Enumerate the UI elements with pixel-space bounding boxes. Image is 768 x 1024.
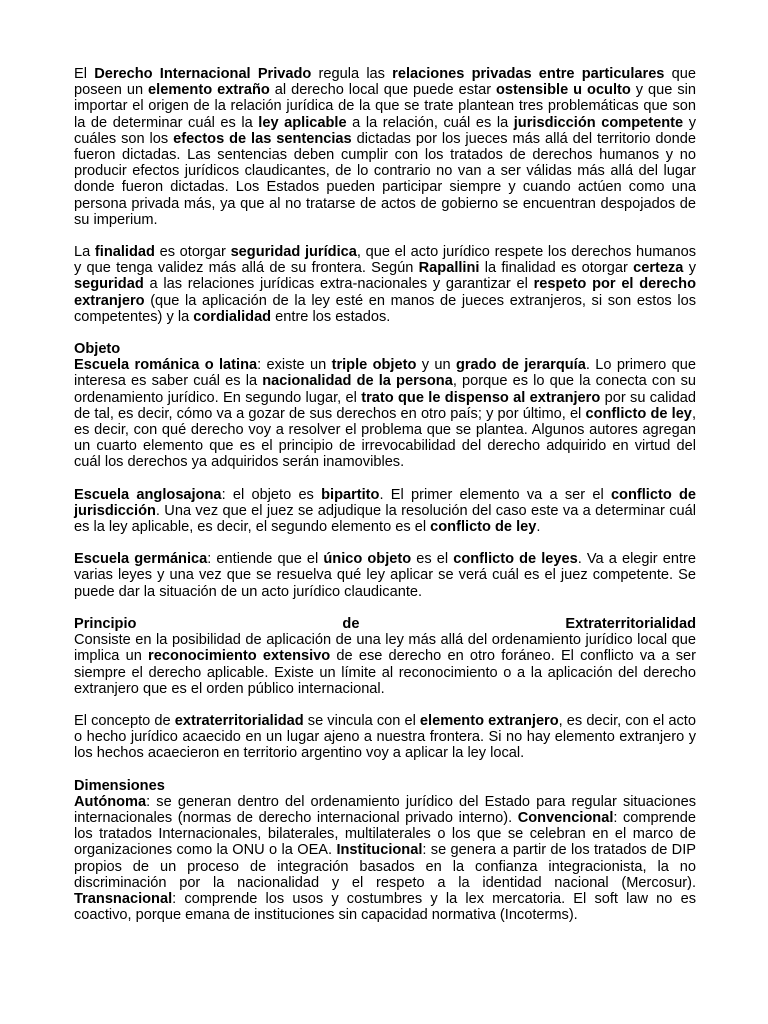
paragraph-dimensiones: Autónoma: se generan dentro del ordenamiento jurídico del Estado para regular situaciones internacionales (normas de derecho internacional privado interno). Convencional: comprende los tratados Internacionales, bilaterales, multilaterales o los que se celebran en el marco de organizaciones como la ONU o la OEA. Institucional: se genera a partir de los tratados de DIP propios de un proceso de integración basados en la confianza integracionista, la no discriminación por la nacionalidad y el respeto a la identidad nacional (Mercosur). Transnacional: comprende los usos y costumbres y la lex mercatoria. El soft law no es coactivo, porque emana de instituciones sin capacidad normativa (Incoterms). xyxy=(74,793,696,924)
heading-word: de xyxy=(342,615,360,632)
bold-term: Transnacional xyxy=(74,890,173,907)
bold-term: trato que le dispenso al extranjero xyxy=(361,389,601,406)
bold-term: Institucional xyxy=(336,842,423,859)
bold-term: Derecho Internacional Privado xyxy=(94,66,312,82)
heading-word: Extraterritorialidad xyxy=(565,615,696,632)
bold-term: elemento extraño xyxy=(148,82,270,99)
bold-term: cordialidad xyxy=(193,308,272,325)
bold-term: seguridad xyxy=(74,276,144,293)
bold-term: finalidad xyxy=(94,244,155,261)
bold-term: extraterritorialidad xyxy=(174,712,304,729)
bold-term: conflicto de leyes xyxy=(453,551,578,568)
bold-term: ostensible u oculto xyxy=(496,82,631,99)
bold-term: elemento extranjero xyxy=(419,712,559,729)
bold-term: jurisdicción competente xyxy=(513,114,684,131)
heading-principio-extraterritorialidad xyxy=(74,616,696,632)
paragraph-escuela-germanica: Escuela germánica: entiende que el único objeto es el conflicto de leyes. Va a elegir entre varias leyes y una vez que se resuelva qué ley aplicar se verá cuál es el juez competente. Se puede dar la situación de un acto jurídico claudicante. xyxy=(74,551,696,600)
bold-term: único objeto xyxy=(323,551,412,568)
bold-term: bipartito xyxy=(321,486,380,503)
bold-term: conflicto de jurisdicción xyxy=(74,486,697,519)
bold-term: conflicto de ley xyxy=(430,519,537,536)
bold-term: ley aplicable xyxy=(258,114,347,131)
heading-word: Principio xyxy=(74,615,137,632)
bold-term: certeza xyxy=(633,260,684,277)
paragraph-escuela-anglosajona: Escuela anglosajona: el objeto es bipartito. El primer elemento va a ser el conflicto de jurisdicción. Una vez que el juez se adjudique la resolución del caso este va a determinar cuál es la ley aplicable, es decir, el segundo elemento es el conflicto de ley. xyxy=(74,486,697,536)
bold-term: reconocimiento extensivo xyxy=(148,648,331,665)
paragraph-extraterritorialidad-concepto: El concepto de extraterritorialidad se vincula con el elemento extranjero, es decir, con el acto o hecho jurídico acaecido en un lugar ajeno a nuestra frontera. Si no hay elemento extranjero y los hechos acaecieron en territorio argentino voy a aplicar la ley local. xyxy=(74,712,696,762)
bold-term: efectos de las sentencias xyxy=(173,130,352,147)
bold-term: seguridad jurídica xyxy=(230,244,357,261)
bold-term: Escuela anglosajona xyxy=(74,486,222,503)
bold-term: conflicto de ley xyxy=(585,405,692,422)
bold-term: Escuela románica o latina xyxy=(74,357,258,374)
heading-objeto: Objeto xyxy=(74,341,121,358)
bold-term: relaciones privadas entre particulares xyxy=(392,66,665,82)
bold-term: Escuela germánica xyxy=(74,551,208,568)
bold-term: Convencional xyxy=(517,809,614,826)
bold-term: triple objeto xyxy=(331,357,417,374)
bold-term: grado de jerarquía xyxy=(455,357,586,374)
paragraph-escuela-romanica: Escuela románica o latina: existe un triple objeto y un grado de jerarquía. Lo primero que interesa es saber cuál es la nacionalidad de la persona, porque es lo que la conecta con su ordenamiento jurídico. En segundo lugar, el trato que le dispenso al extranjero por su calidad de tal, es decir, cómo va a gozar de sus derechos en otro país; y por último, el conflicto de ley, es decir, con qué derecho voy a resolver el problema que se plantea. Algunos autores agregan un cuarto elemento que es el principio de irrevocabilidad del derecho adquirido en virtud del cuál los derechos ya adquiridos serán inamovibles. xyxy=(74,357,697,471)
paragraph-definition: El Derecho Internacional Privado regula las relaciones privadas entre particulares que poseen un elemento extraño al derecho local que puede estar ostensible u oculto y que sin importar el origen de la relación jurídica de la que se trate plantean tres problemáticas que son la de determinar cuál es la ley aplicable a la relación, cuál es la jurisdicción competente y cuáles son los efectos de las sentencias dictadas por los jueces más allá del territorio donde fueron dictadas. Las sentencias deben cumplir con los tratados de derechos humanos y no producir efectos jurídicos claudicantes, de lo contrario no van a ser válidas más allá del lugar donde fueron dictadas. Los Estados pueden participar siempre y cuando actúen como una persona privada más, ya que al no tratarse de actos de gobierno se encuentran despojados de su imperium. xyxy=(74,66,696,228)
bold-term: respeto por el derecho extranjero xyxy=(74,276,696,309)
bold-term: nacionalidad de la persona xyxy=(262,373,453,390)
paragraph-finalidad: La finalidad es otorgar seguridad jurídica, que el acto jurídico respete los derechos humanos y que tenga validez más allá de su frontera. Según Rapallini la finalidad es otorgar certeza y seguridad a las relaciones jurídicas extra-nacionales y garantizar el respeto por el derecho extranjero (que la aplicación de la ley esté en manos de jueces extranjeros, si son estos los competentes) y la cordialidad entre los estados. xyxy=(74,244,696,325)
bold-term: Autónoma xyxy=(74,793,147,810)
bold-term: Rapallini xyxy=(418,260,480,277)
paragraph-extraterritorialidad-definicion: Consiste en la posibilidad de aplicación de una ley más allá del ordenamiento jurídico local que implica un reconocimiento extensivo de ese derecho en otro foráneo. El conflicto va a ser siempre el derecho aplicable. Existe un límite al reconocimiento o a la aplicación del derecho extranjero que es el orden público internacional. xyxy=(74,632,697,697)
heading-dimensiones: Dimensiones xyxy=(74,777,165,794)
